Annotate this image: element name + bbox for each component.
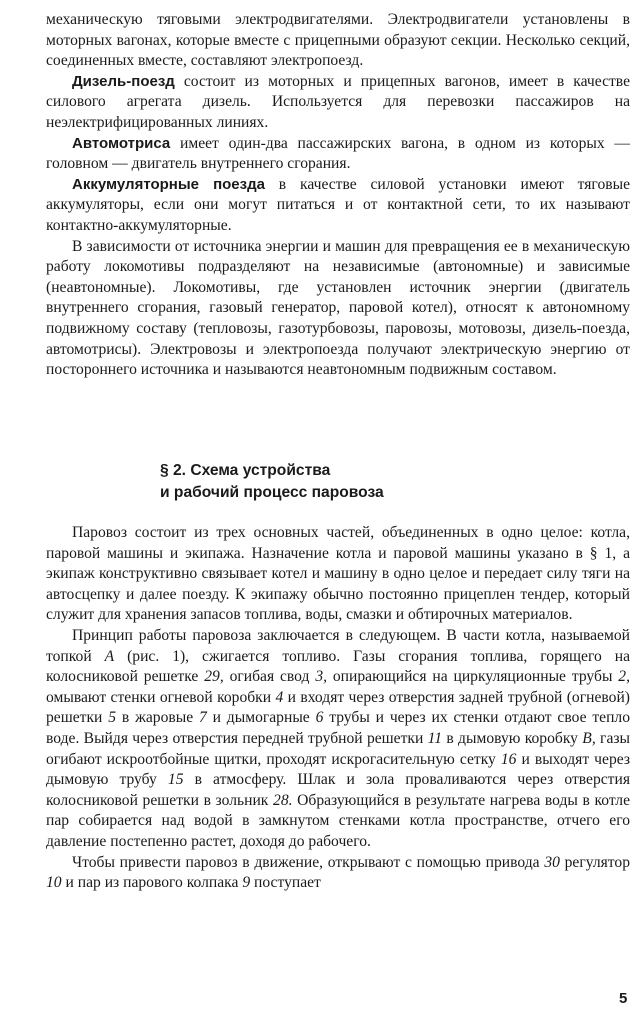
ref-number: 4 [275,688,284,706]
text-run: Чтобы привести паровоз в движение, открывают с помощью привода [72,853,545,871]
text-run: (рис. 1), сжигается топливо. Газы сгорания топлива, горящего на колосниковой решетке [46,647,630,686]
paragraph-railcar [46,134,630,175]
text-run: Принцип работы паровоза заключается в следующем. В части котла, называемой топкой [46,626,630,665]
text-run: регулятор [559,853,630,871]
paragraph-battery-trains [46,175,630,237]
section-heading-line2: и рабочий процесс паровоза [160,484,384,501]
ref-number: 29, [204,668,224,686]
text-block-lower [46,523,630,894]
ref-number: 9 [242,874,251,892]
ref-number: 15 [167,771,184,789]
text-run: омывают стенки огневой коробки [46,688,276,706]
paragraph-locomotive-classification: В зависимости от источника энергии и машин для превращения ее в механическую работу локомотивы подразделяют на независимые (автономные) и зависимые (неавтономные). Локомотивы, где установлен источник энергии (двигатель внутреннего сгорания, газовый генератор, паровой котел), относят к автономному подвижному составу (тепловозы, газотурбовозы, паровозы, мотовозы, дизель-поезда, автомотрисы). Электровозы и электропоезда получают электрическую энергию от постороннего источника и называются неавтономным подвижным составом. [46,237,630,379]
text-run: в дымовую коробку [442,729,583,747]
ref-number: 28. [273,791,293,809]
text-run: поступает [250,874,321,892]
text-run: и выходят через дымовую трубу [46,750,631,789]
paragraph-setting-in-motion [46,853,630,894]
text-run: и пар из парового колпака [61,874,243,892]
text-run: Образующийся в результате нагрева воды в котле пар собирается над водой в замкнутом стенками котла пространстве, отчего его давление постепенно растет, доходя до рабочего. [46,791,631,850]
section-heading [160,460,480,504]
text-run: огибая свод [223,668,316,686]
term-railcar: Автомотриса [72,134,171,152]
text-run: газы огибают искроотбойные щитки, проходят искрогасительную сетку [46,729,630,768]
term-diesel-train: Дизель-поезд [72,72,175,90]
text-run: в жаровые [116,709,199,727]
paragraph-diesel-train [46,72,630,134]
ref-number: 6 [315,709,324,727]
ref-label: А [104,647,115,665]
paragraph-working-principle [46,626,630,853]
paragraph-text: состоит из моторных и прицепных вагонов, имеет в качестве силового агрегата дизель. Используется для перевозки пассажиров на неэлектрифицированных линиях. [46,72,630,131]
ref-number: 5 [108,709,117,727]
ref-label: В, [582,729,596,747]
ref-number: 30 [544,853,560,871]
section-heading-line1: § 2. Схема устройства [160,462,331,479]
paragraph-locomotive-parts: Паровоз состоит из трех основных частей, объединенных в одно целое: котла, паровой машины и экипажа. Назначение котла и паровой машины указано в § 1, а экипаж конструктивно связывает котел и машину в одно целое и передает силу тяги на автосцепку и далее поезду. К экипажу обычно постоянно прицеплен тендер, который служит для хранения запасов топлива, воды, смазки и обтирочных материалов. [46,524,630,624]
paragraph-electric-trains: механическую тяговыми электродвигателями. Электродвигатели установлены в моторных вагонах, которые вместе с прицепными образуют секции. Несколько секций, соединенных вместе, составляют электропоезд. [46,11,630,70]
ref-number: 3, [315,668,328,686]
text-run: в атмосферу. Шлак и зола проваливаются через отверстия колосниковой решетки в зольник [46,771,630,809]
ref-number: 16 [500,750,517,768]
text-run: опирающийся на циркуляционные трубы [327,668,619,686]
paragraph-text: имеет один-два пассажирских вагона, в одном из которых — головном — двигатель внутреннего сгорания. [46,134,630,173]
paragraph-text: в качестве силовой установки имеют тяговые аккумуляторы, если они могут питаться и от контактной сети, то их называют контактно-аккумуляторные. [46,175,630,234]
ref-number: 7 [198,709,207,727]
text-run: трубы и через их стенки отдают свое тепло воде. Выйдя через отверстия передней трубной решетки [46,709,631,747]
text-run: и дымогарные [206,709,316,727]
ref-number: 11 [427,729,443,747]
text-run: и входят через отверстия задней трубной (огневой) решетки [46,688,630,727]
text-block-upper [46,10,630,381]
term-battery-trains: Аккумуляторные поезда [72,175,265,193]
ref-number: 2, [618,668,630,686]
page-number: 5 [619,990,628,1007]
ref-number: 10 [46,874,62,892]
